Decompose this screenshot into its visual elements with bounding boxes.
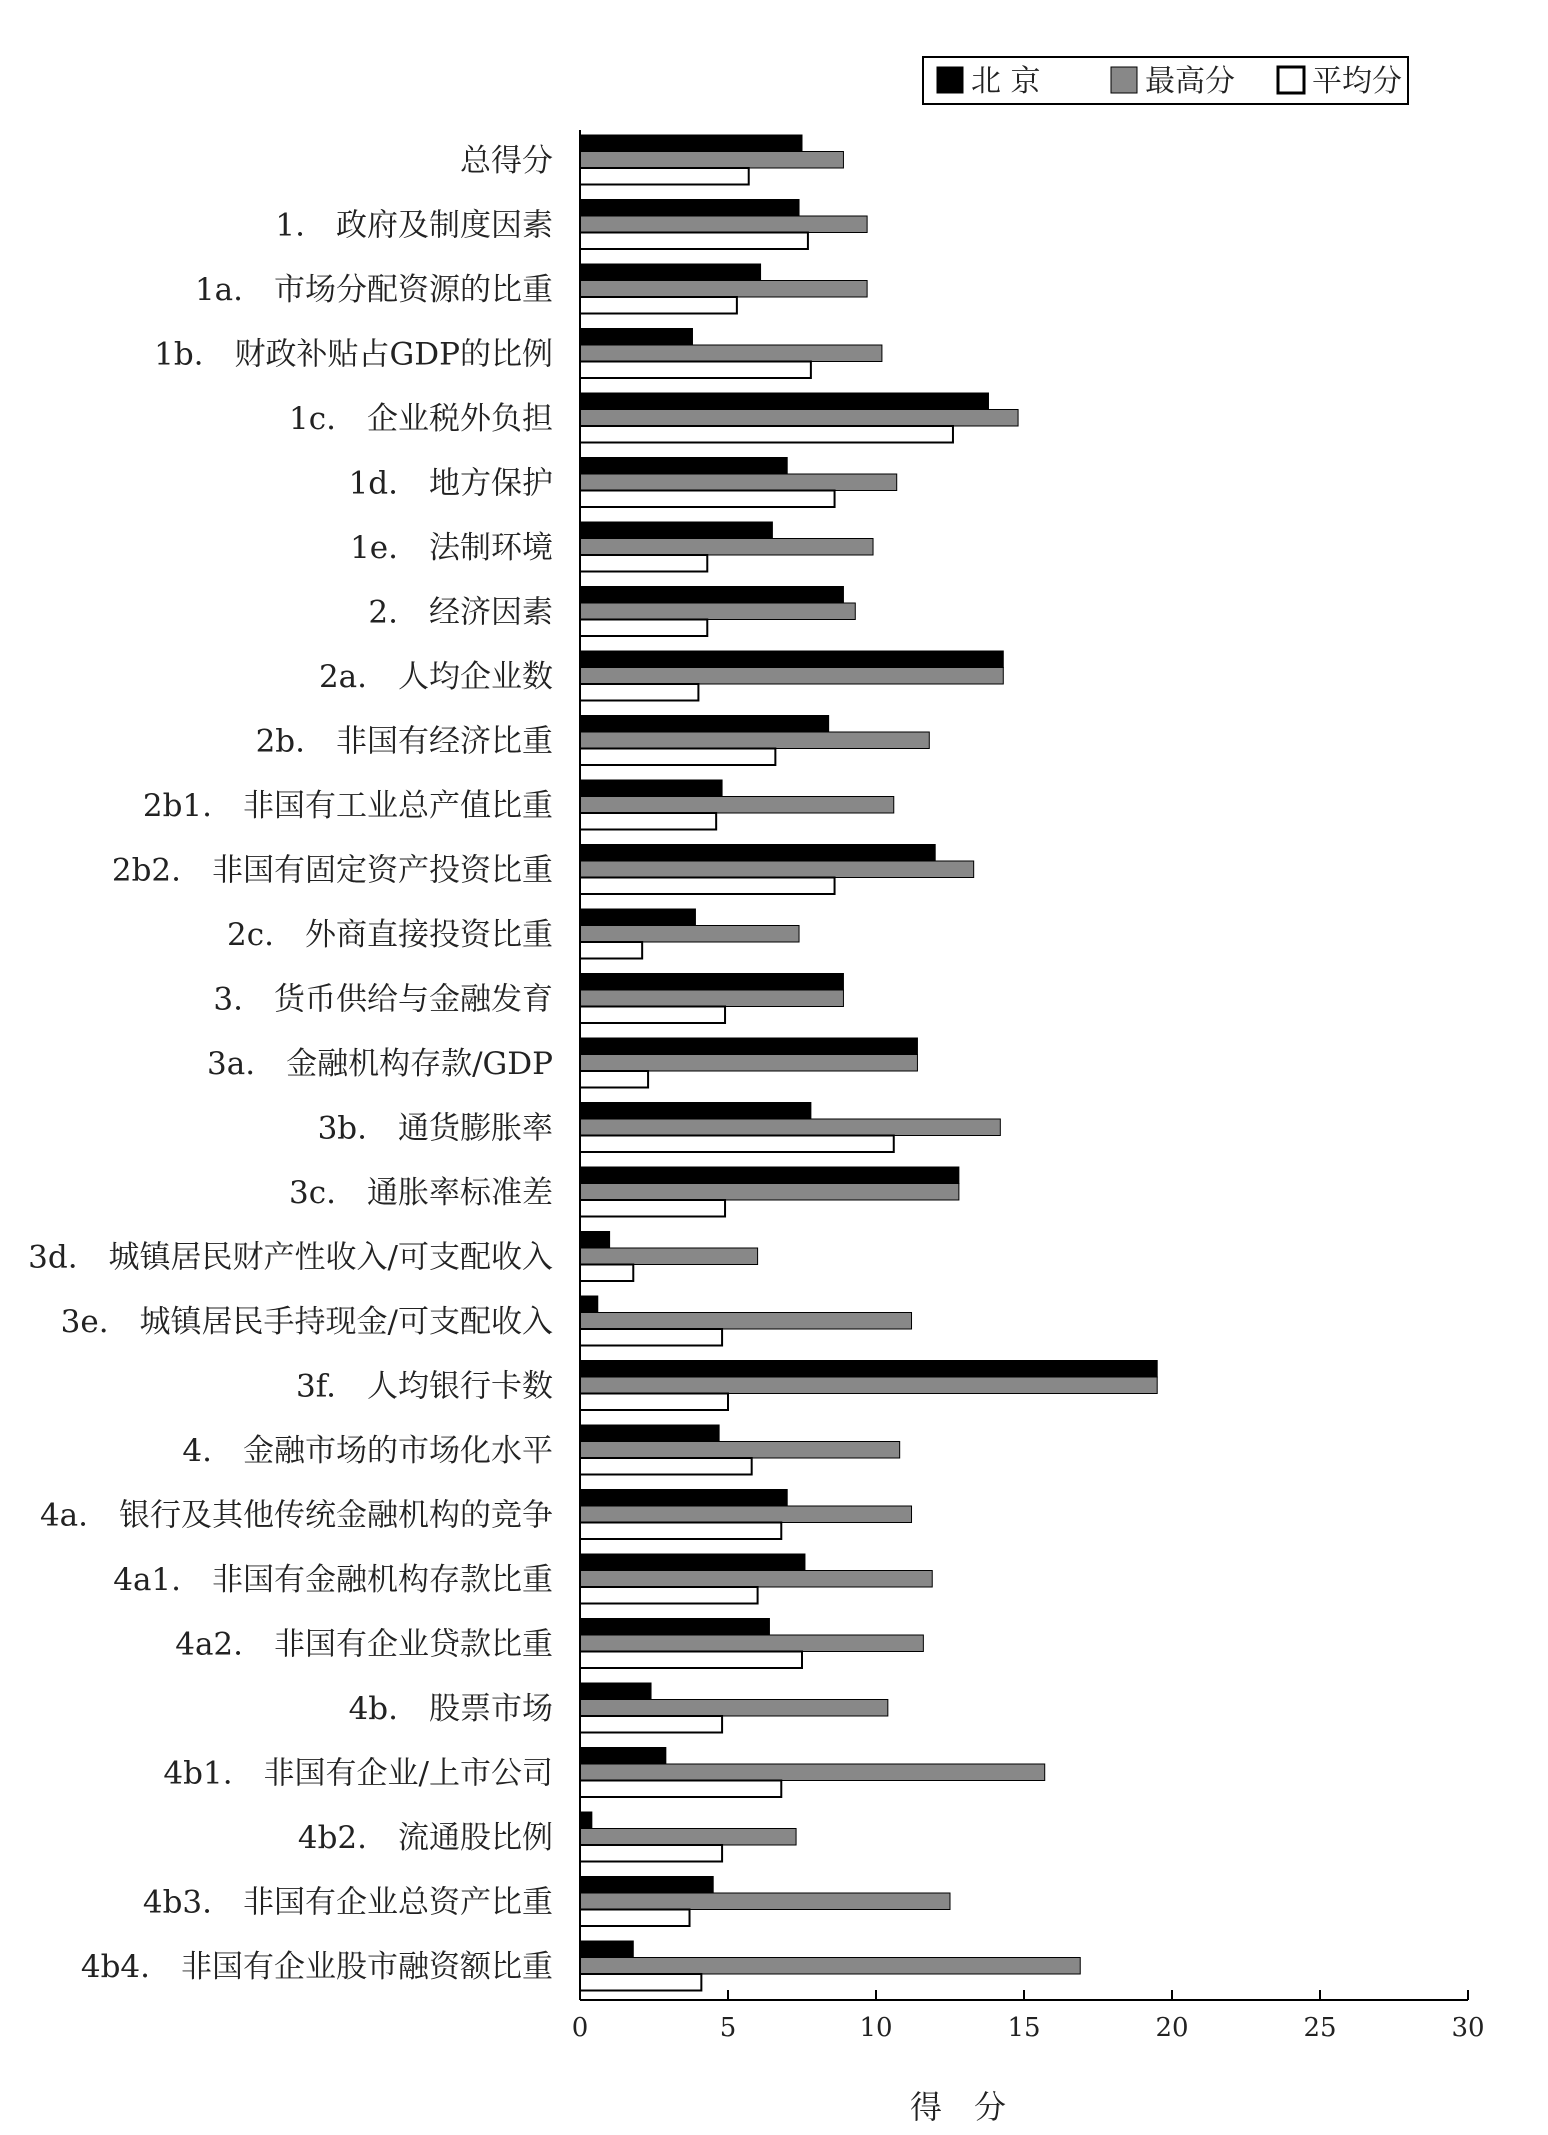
bar-max xyxy=(580,345,882,362)
bar-avg xyxy=(580,1910,690,1927)
legend-swatch xyxy=(937,67,963,93)
bar-beijing xyxy=(580,1877,713,1894)
bar-max xyxy=(580,603,855,620)
bar-avg xyxy=(580,1071,648,1088)
category-label: 2c. 外商直接投资比重 xyxy=(227,916,553,953)
category-label: 2b1. 非国有工业总产值比重 xyxy=(142,787,553,824)
bar-beijing xyxy=(580,845,935,862)
category-label: 4b. 股票市场 xyxy=(348,1690,553,1727)
bar-beijing xyxy=(580,1490,787,1507)
category-label: 3e. 城镇居民手持现金/可支配收入 xyxy=(60,1303,553,1340)
category-label: 4b2. 流通股比例 xyxy=(297,1819,553,1856)
bar-avg xyxy=(580,1329,722,1346)
bar-avg xyxy=(580,942,642,959)
bar-avg xyxy=(580,1200,725,1217)
bar-beijing xyxy=(580,974,843,991)
bar-beijing xyxy=(580,1941,633,1958)
legend-label: 平均分 xyxy=(1312,64,1402,99)
bar-avg xyxy=(580,1136,894,1153)
x-tick-label: 30 xyxy=(1451,2013,1485,2043)
legend-label: 最高分 xyxy=(1145,64,1235,99)
x-tick-label: 10 xyxy=(859,2013,893,2043)
bar-avg xyxy=(580,233,808,250)
bar-beijing xyxy=(580,393,988,410)
bar-beijing xyxy=(580,264,761,281)
bar-avg xyxy=(580,1716,722,1733)
bar-max xyxy=(580,474,897,491)
bar-max xyxy=(580,1184,959,1201)
bar-avg xyxy=(580,1845,722,1862)
bar-beijing xyxy=(580,522,772,539)
bar-avg xyxy=(580,426,953,443)
bar-avg xyxy=(580,749,775,766)
legend-label: 北 京 xyxy=(971,64,1041,99)
x-tick-label: 20 xyxy=(1155,2013,1189,2043)
x-tick-label: 25 xyxy=(1303,2013,1337,2043)
bar-beijing xyxy=(580,200,799,217)
bar-avg xyxy=(580,1781,781,1798)
bar-avg xyxy=(580,813,716,830)
legend-swatch xyxy=(1278,67,1304,93)
bar-avg xyxy=(580,1007,725,1024)
bar-max xyxy=(580,1764,1045,1781)
bar-beijing xyxy=(580,716,829,733)
bar-beijing xyxy=(580,651,1003,668)
x-tick-label: 5 xyxy=(719,2013,737,2043)
bar-max xyxy=(580,152,843,169)
bar-max xyxy=(580,732,929,749)
bar-beijing xyxy=(580,1554,805,1571)
bar-avg xyxy=(580,555,707,572)
category-label: 2b2. 非国有固定资产投资比重 xyxy=(111,852,553,889)
bar-max xyxy=(580,861,974,878)
category-label: 1b. 财政补贴占GDP的比例 xyxy=(154,336,553,373)
category-label: 总得分 xyxy=(460,142,553,179)
bar-beijing xyxy=(580,1748,666,1765)
x-tick-label: 0 xyxy=(571,2013,589,2043)
category-labels xyxy=(28,143,553,1985)
category-label: 2a. 人均企业数 xyxy=(318,658,553,695)
bar-avg xyxy=(580,620,707,637)
bar-avg xyxy=(580,1458,752,1475)
bar-max xyxy=(580,1635,923,1652)
legend xyxy=(923,57,1408,104)
category-label: 4b1. 非国有企业/上市公司 xyxy=(163,1755,553,1792)
bar-avg xyxy=(580,684,698,701)
bar-beijing xyxy=(580,1361,1157,1378)
bar-max xyxy=(580,281,867,298)
bar-max xyxy=(580,1571,932,1588)
category-label: 3d. 城镇居民财产性收入/可支配收入 xyxy=(28,1239,553,1276)
legend-swatch xyxy=(1111,67,1137,93)
bar-max xyxy=(580,1442,900,1459)
bar-beijing xyxy=(580,1619,769,1636)
bar-beijing xyxy=(580,329,692,346)
bar-beijing xyxy=(580,587,843,604)
bar-max xyxy=(580,1700,888,1717)
category-label: 3f. 人均银行卡数 xyxy=(296,1368,553,1405)
bar-beijing xyxy=(580,1683,651,1700)
bar-beijing xyxy=(580,1425,719,1442)
bar-beijing xyxy=(580,1812,592,1829)
bar-max xyxy=(580,797,894,814)
bar-max xyxy=(580,1055,917,1072)
bar-beijing xyxy=(580,1167,959,1184)
bar-avg xyxy=(580,1974,701,1991)
category-label: 4b3. 非国有企业总资产比重 xyxy=(142,1884,553,1921)
bar-max xyxy=(580,1506,912,1523)
bar-beijing xyxy=(580,1296,598,1313)
category-label: 2. 经济因素 xyxy=(368,594,553,631)
bar-avg xyxy=(580,1523,781,1540)
bar-avg xyxy=(580,1587,758,1604)
bar-max xyxy=(580,216,867,233)
bar-max xyxy=(580,990,843,1007)
bar-max xyxy=(580,1248,758,1265)
category-label: 2b. 非国有经济比重 xyxy=(255,723,553,760)
category-label: 3c. 通胀率标准差 xyxy=(289,1174,553,1211)
x-tick-label: 15 xyxy=(1007,2013,1041,2043)
bar-avg xyxy=(580,1394,728,1411)
bar-max xyxy=(580,1958,1080,1975)
bar-max xyxy=(580,1829,796,1846)
category-label: 1d. 地方保护 xyxy=(348,465,553,502)
bar-beijing xyxy=(580,909,695,926)
bar-avg xyxy=(580,491,835,508)
bar-beijing xyxy=(580,780,722,797)
bar-beijing xyxy=(580,135,802,152)
bar-avg xyxy=(580,297,737,314)
category-label: 1. 政府及制度因素 xyxy=(275,207,553,244)
category-label: 3a. 金融机构存款/GDP xyxy=(207,1045,553,1082)
category-label: 1c. 企业税外负担 xyxy=(289,400,553,437)
bar-avg xyxy=(580,1265,633,1282)
category-label: 4a. 银行及其他传统金融机构的竞争 xyxy=(39,1497,553,1534)
category-label: 4. 金融市场的市场化水平 xyxy=(182,1432,553,1469)
bar-max xyxy=(580,668,1003,685)
category-label: 1e. 法制环境 xyxy=(350,529,553,566)
bar-avg xyxy=(580,168,749,185)
category-label: 4b4. 非国有企业股市融资额比重 xyxy=(80,1948,553,1985)
bar-beijing xyxy=(580,458,787,475)
category-label: 1a. 市场分配资源的比重 xyxy=(194,271,553,308)
bar-avg xyxy=(580,1652,802,1669)
bar-beijing xyxy=(580,1103,811,1120)
bar-avg xyxy=(580,362,811,379)
bar-avg xyxy=(580,878,835,895)
bar-max xyxy=(580,410,1018,427)
bar-max xyxy=(580,926,799,943)
bar-max xyxy=(580,1313,912,1330)
bar-max xyxy=(580,1119,1000,1136)
bar-beijing xyxy=(580,1232,610,1249)
bar-max xyxy=(580,1893,950,1910)
bar-beijing xyxy=(580,1038,917,1055)
bar-max xyxy=(580,1377,1157,1394)
category-label: 4a1. 非国有金融机构存款比重 xyxy=(113,1561,553,1598)
category-label: 4a2. 非国有企业贷款比重 xyxy=(175,1626,553,1663)
category-label: 3b. 通货膨胀率 xyxy=(317,1110,553,1147)
bar-max xyxy=(580,539,873,556)
x-axis-title: 得 分 xyxy=(909,2088,1007,2126)
category-label: 3. 货币供给与金融发育 xyxy=(213,981,553,1018)
bars-layer xyxy=(580,135,1157,1991)
